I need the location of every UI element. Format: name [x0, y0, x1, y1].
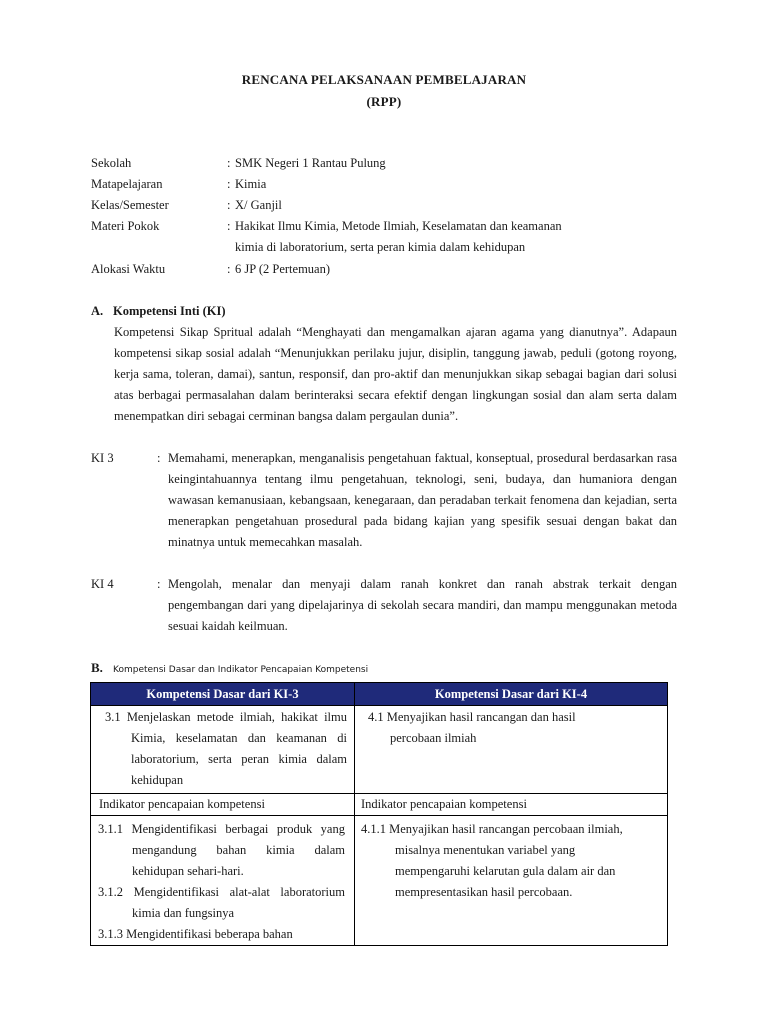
meta-label: Kelas/Semester	[91, 198, 169, 212]
meta-value-continued: kimia di laboratorium, serta peran kimia dalam kehidupan	[235, 240, 526, 254]
kd4-line1: 4.1 Menyajikan hasil rancangan dan hasil	[368, 710, 576, 724]
section-b-heading	[91, 659, 368, 679]
table-header-ki4: Kompetensi Dasar dari KI-4	[355, 683, 668, 706]
meta-value: 6 JP (2 Pertemuan)	[235, 262, 331, 276]
table-header-ki3: Kompetensi Dasar dari KI-3	[91, 683, 355, 706]
document-subtitle: (RPP)	[366, 94, 402, 109]
indicator-list-left	[91, 816, 355, 946]
meta-value: X/ Ganjil	[235, 198, 282, 212]
indicator-label-right: Indikator pencapaian kompetensi	[355, 794, 668, 816]
meta-colon: :	[227, 156, 231, 170]
kd4-line2: percobaan ilmiah	[390, 731, 477, 745]
list-item: 4.1.1 Menyajikan hasil rancangan percobaan ilmiah, misalnya menentukan variabel yang mempengaruhi kelarutan gula dalam air dan mempresentasikan hasil percobaan.	[361, 822, 623, 899]
meta-row-materi	[91, 216, 691, 237]
meta-row-matapelajaran	[91, 174, 691, 195]
meta-label: Sekolah	[91, 156, 132, 170]
meta-label: Materi Pokok	[91, 219, 160, 233]
meta-colon: :	[227, 219, 231, 233]
document-title: RENCANA PELAKSANAAN PEMBELAJARAN	[241, 72, 527, 87]
list-item: 3.1.1 Mengidentifikasi berbagai produk yang mengandung bahan kimia dalam kehidupan sehari-hari.	[98, 822, 345, 878]
meta-label: Matapelajaran	[91, 177, 163, 191]
ki4-text: Mengolah, menalar dan menyaji dalam ranah konkret dan ranah abstrak terkait dengan pengembangan dari yang dipelajarinya di sekolah secara mandiri, dan mampu menggunakan metoda sesuai kaidah keilmuan.	[168, 577, 677, 633]
list-item: 3.1.3 Mengidentifikasi beberapa bahan	[98, 927, 293, 941]
section-title: Kompetensi Dasar dan Indikator Pencapaian Kompetensi	[113, 665, 369, 675]
section-letter: A.	[91, 304, 104, 318]
meta-colon: :	[227, 177, 231, 191]
kd4-cell	[355, 706, 668, 794]
ki4-label: KI 4	[91, 577, 114, 591]
ki3-label: KI 3	[91, 451, 114, 465]
kd3-text: 3.1 Menjelaskan metode ilmiah, hakikat ilmu Kimia, keselamatan dan keamanan di laboratorium, serta peran kimia dalam kehidupan	[105, 710, 347, 787]
meta-colon: :	[227, 262, 231, 276]
list-item: 3.1.2 Mengidentifikasi alat-alat laboratorium kimia dan fungsinya	[98, 885, 345, 920]
meta-value: SMK Negeri 1 Rantau Pulung	[235, 156, 386, 170]
section-a-heading	[91, 301, 226, 322]
ki3-text: Memahami, menerapkan, menganalisis pengetahuan faktual, konseptual, prosedural berdasarkan rasa keingintahuannya tentang ilmu pengetahuan, teknologi, seni, budaya, dan humaniora dengan wawasan kemanusiaan, kebangsaan, kenegaraan, dan peradaban terkait fenomena dan kejadian, serta menerapkan pengetahuan prosedural pada bidang kajian yang spesifik sesuai dengan bakat dan minatnya untuk memecahkan masalah.	[168, 451, 677, 549]
section-a-paragraph: Kompetensi Sikap Spritual adalah “Menghayati dan mengamalkan ajaran agama yang dianutnya”. Adapaun kompetensi sikap sosial adalah “Menunjukkan perilaku jujur, disiplin, tanggung jawab, peduli (gotong royong, kerja sama, toleran, damai), santun, responsif, dan pro-aktif dan menunjukkan sikap sebagai bagian dari solusi atas berbagai permasalahan dalam berinteraksi secara efektif dengan lingkungan sosial dan alam serta dalam menempatkan diri sebagai cerminan bangsa dalam pergaulan dunia”.	[114, 325, 677, 423]
meta-row-materi-cont	[91, 237, 691, 258]
table-row-indikator-label	[91, 794, 668, 816]
ki3-colon: :	[157, 451, 161, 465]
indicator-list-right	[355, 816, 668, 946]
section-title: Kompetensi Inti (KI)	[113, 304, 226, 318]
table-row-kd	[91, 706, 668, 794]
kompetensi-dasar-table	[90, 682, 668, 946]
table-header-row	[91, 683, 668, 706]
ki4-colon: :	[157, 577, 161, 591]
meta-row-sekolah	[91, 153, 691, 174]
meta-colon: :	[227, 198, 231, 212]
meta-value: Kimia	[235, 177, 267, 191]
indicator-label-left: Indikator pencapaian kompetensi	[91, 794, 355, 816]
kd3-cell	[91, 706, 355, 794]
section-letter: B.	[91, 660, 103, 675]
table-row-indikator	[91, 816, 668, 946]
meta-row-alokasi	[91, 259, 691, 280]
meta-row-kelas	[91, 195, 691, 216]
meta-value: Hakikat Ilmu Kimia, Metode Ilmiah, Keselamatan dan keamanan	[235, 219, 562, 233]
meta-label: Alokasi Waktu	[91, 262, 166, 276]
